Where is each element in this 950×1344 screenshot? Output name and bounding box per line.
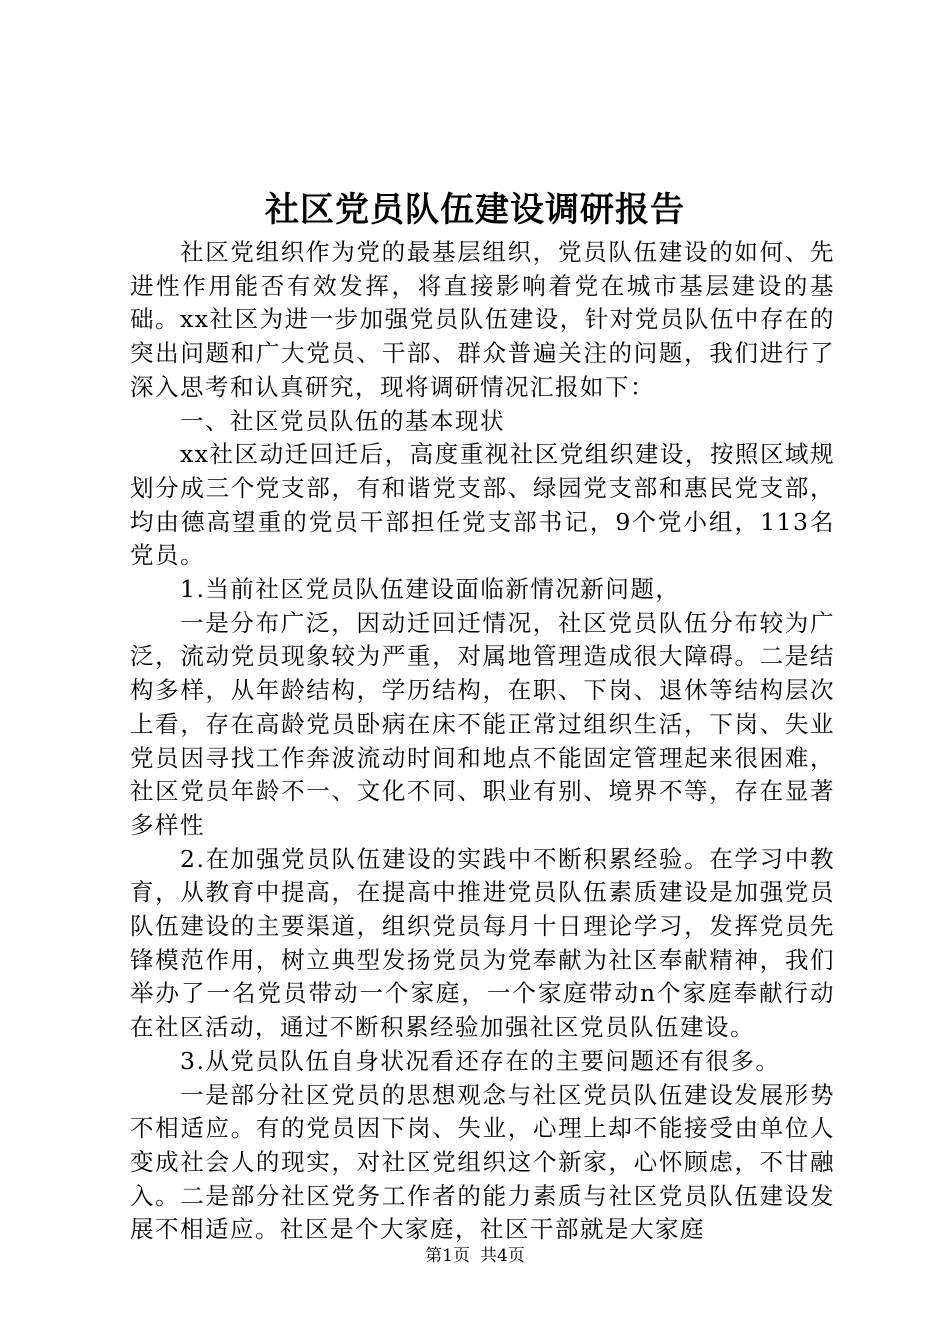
paragraph-status: xx社区动迁回迁后，高度重视社区党组织建设，按照区域规划分成三个党支部，有和谐党支部、绿园党支部和惠民党支部，均由德高望重的党员干部担任党支部书记，9个党小组，113名党员。 — [130, 440, 835, 570]
document-body — [130, 236, 835, 1247]
section-heading-1: 一、社区党员队伍的基本现状 — [180, 406, 505, 435]
paragraph-intro: 社区党组织作为党的最基层组织，党员队伍建设的如何、先进性作用能否有效发挥，将直接影响着党在城市基层建设的基础。xx社区为进一步加强党员队伍建设，针对党员队伍中存在的突出问题和广大党员、干部、群众普遍关注的问题，我们进行了深入思考和认真研究，现将调研情况汇报如下： — [130, 238, 835, 401]
document-title: 社区党员队伍建设调研报告 — [265, 190, 685, 230]
subheading-1: 1.当前社区党员队伍建设面临新情况新问题， — [180, 575, 681, 604]
paragraph-issues: 一是部分社区党员的思想观念与社区党员队伍建设发展形势不相适应。有的党员因下岗、失业，心理上却不能接受由单位人变成社会人的现实，对社区党组织这个新家，心怀顾虑，不甘融入。二是部分社区党务工作者的能力素质与社区党员队伍建设发展不相适应。社区是个大家庭，社区干部就是大家庭 — [130, 1080, 835, 1244]
subheading-3: 3.从党员队伍自身状况看还存在的主要问题还有很多。 — [180, 1046, 781, 1075]
paragraph-problems: 一是分布广泛，因动迁回迁情况，社区党员队伍分布较为广泛，流动党员现象较为严重，对属地管理造成很大障碍。二是结构多样，从年龄结构，学历结构，在职、下岗、退休等结构层次上看，存在高龄党员卧病在床不能正常过组织生活，下岗、失业党员因寻找工作奔波流动时间和地点不能固定管理起来很困难，社区党员年龄不一、文化不同、职业有别、境界不等，存在显著多样性 — [130, 608, 835, 839]
page-footer — [0, 1244, 950, 1268]
paragraph-experience: 2.在加强党员队伍建设的实践中不断积累经验。在学习中教育，从教育中提高，在提高中推进党员队伍素质建设是加强党员队伍建设的主要渠道，组织党员每月十日理论学习，发挥党员先锋模范作用，树立典型发扬党员为党奉献为社区奉献精神，我们举办了一名党员带动一个家庭，一个家庭带动n个家庭奉献行动在社区活动，通过不断积累经验加强社区党员队伍建设。 — [130, 844, 835, 1042]
page-number: 第1页 — [425, 1246, 470, 1266]
page-total: 共4页 — [480, 1246, 525, 1266]
